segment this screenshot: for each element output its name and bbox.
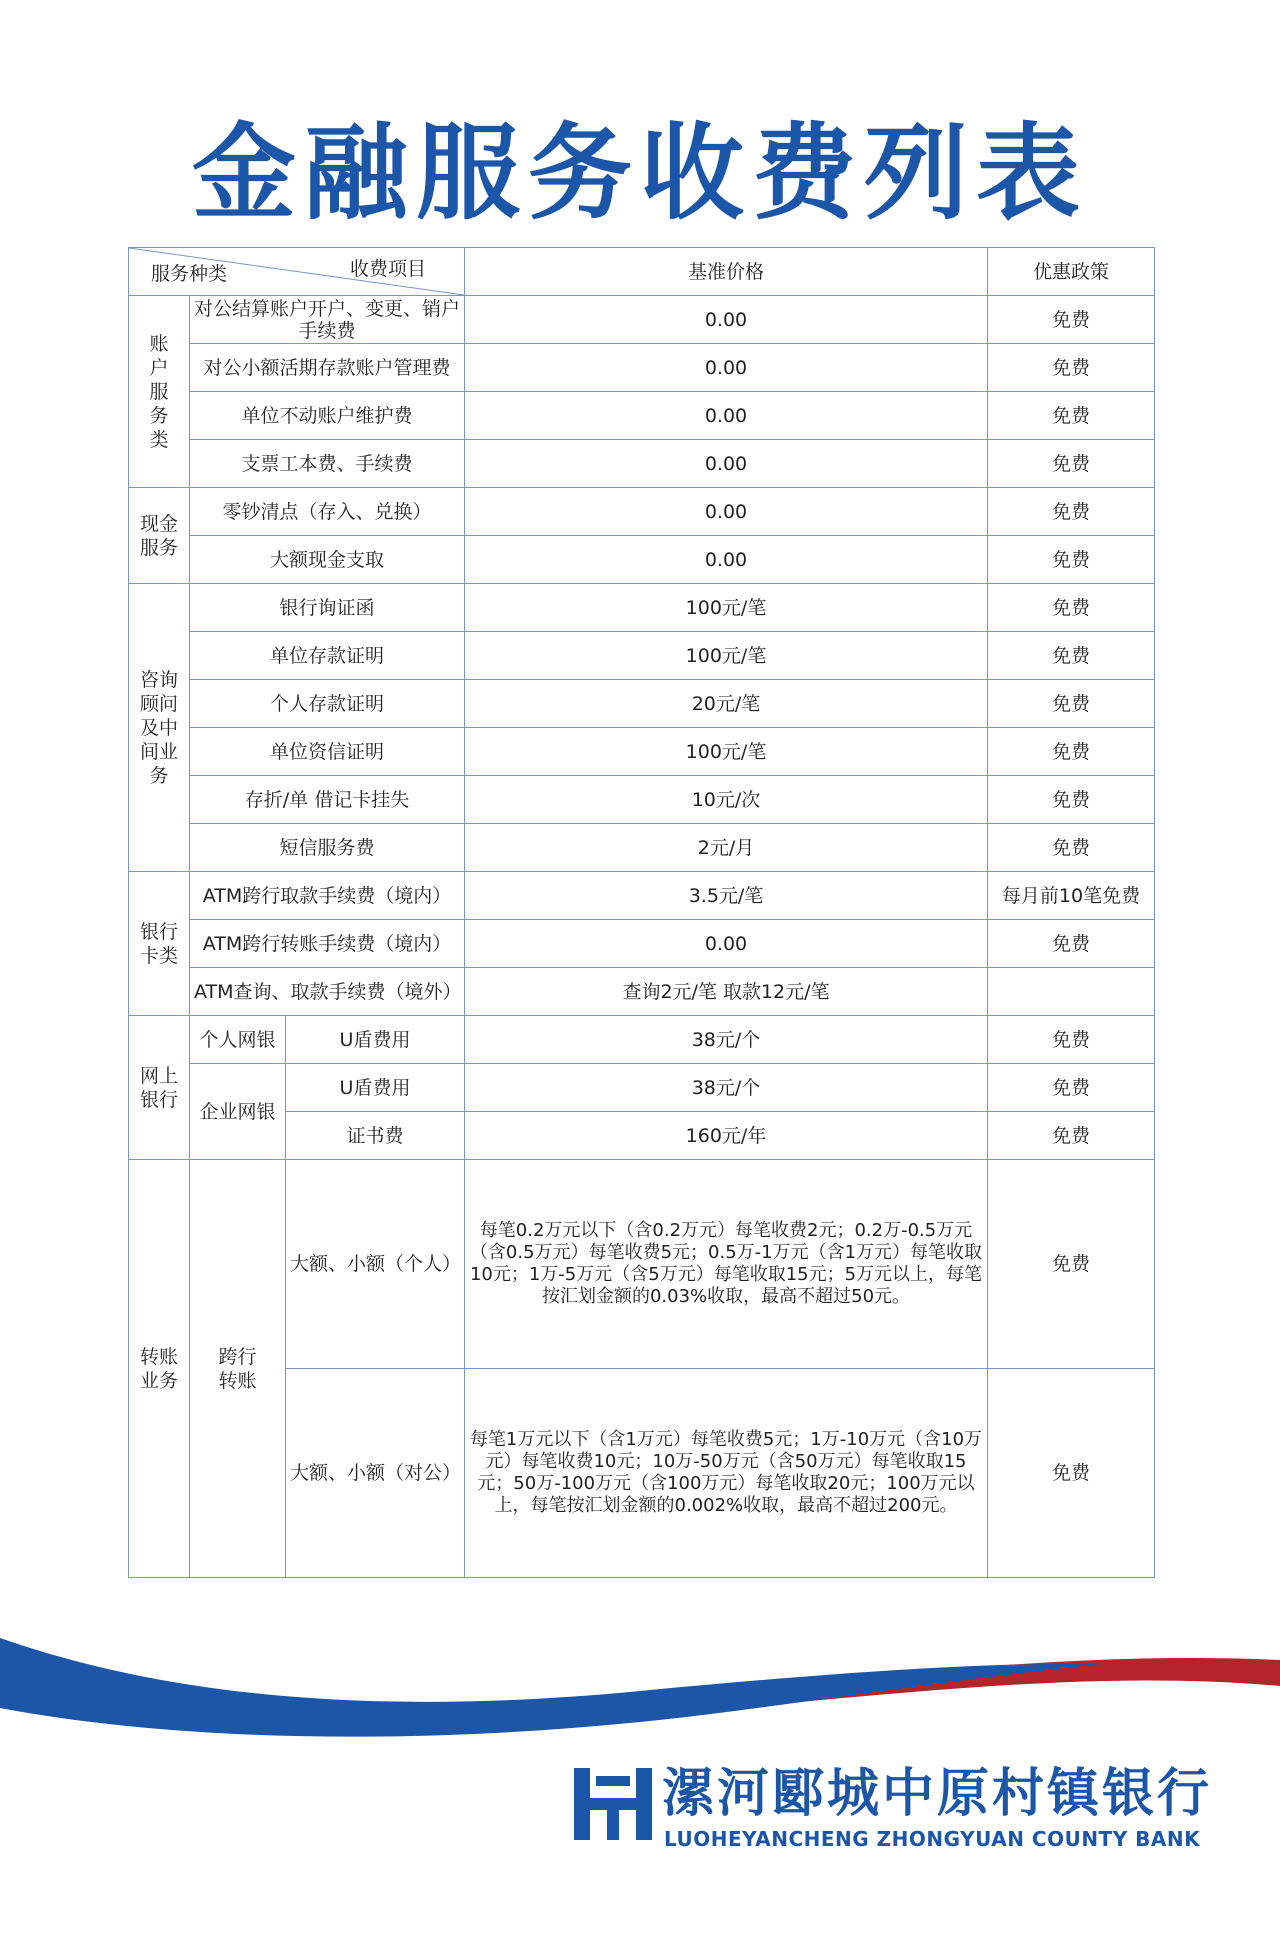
- fee-price: 160元/年: [465, 1112, 988, 1160]
- fee-item: 个人存款证明: [190, 680, 465, 728]
- table-row: [129, 1064, 1155, 1112]
- header-fee-item: 收费项目: [349, 258, 426, 280]
- fee-price: 100元/笔: [465, 584, 988, 632]
- fee-item: 短信服务费: [190, 824, 465, 872]
- fee-policy: 免费: [988, 1112, 1155, 1160]
- fee-policy: 免费: [988, 1016, 1155, 1064]
- fee-policy: 免费: [988, 1064, 1155, 1112]
- fee-item: ATM跨行转账手续费（境内）: [190, 920, 465, 968]
- fee-policy: 免费: [988, 680, 1155, 728]
- fee-policy: 免费: [988, 536, 1155, 584]
- fee-price: 38元/个: [465, 1016, 988, 1064]
- fee-item: ATM跨行取款手续费（境内）: [190, 872, 465, 920]
- fee-policy: 免费: [988, 824, 1155, 872]
- fee-policy: 免费: [988, 440, 1155, 488]
- table-row: [129, 392, 1155, 440]
- fee-item: 支票工本费、手续费: [190, 440, 465, 488]
- group-transfer: 转账业务: [129, 1160, 190, 1578]
- table-row: [129, 584, 1155, 632]
- table-header-row: [129, 248, 1155, 296]
- table-row: [129, 776, 1155, 824]
- table-row: [129, 968, 1155, 1016]
- fee-item: 单位资信证明: [190, 728, 465, 776]
- fee-policy: 免费: [988, 1160, 1155, 1369]
- fee-item: 证书费: [286, 1112, 465, 1160]
- group-account: 账户服务类: [129, 296, 190, 488]
- group-cash: 现金服务: [129, 488, 190, 584]
- bank-name-cn: 漯河郾城中原村镇银行: [662, 1764, 1213, 1824]
- table-row: [129, 824, 1155, 872]
- header-base-price: 基准价格: [465, 248, 988, 296]
- group-card: 银行卡类: [129, 872, 190, 1016]
- fee-policy: 免费: [988, 488, 1155, 536]
- fee-item: 零钞清点（存入、兑换）: [190, 488, 465, 536]
- corner-header-cell: [129, 248, 465, 296]
- header-policy: 优惠政策: [988, 248, 1155, 296]
- fee-price: 10元/次: [465, 776, 988, 824]
- fee-item: 大额现金支取: [190, 536, 465, 584]
- decorative-swoosh: [0, 1590, 1280, 1760]
- fee-item: ATM查询、取款手续费（境外）: [190, 968, 465, 1016]
- fee-policy: [988, 968, 1155, 1016]
- fee-policy: 免费: [988, 728, 1155, 776]
- table-row: [129, 536, 1155, 584]
- fee-item: U盾费用: [286, 1016, 465, 1064]
- fee-policy: 免费: [988, 776, 1155, 824]
- fee-price: 每笔0.2万元以下（含0.2万元）每笔收费2元；0.2万-0.5万元（含0.5万元）每笔收费5元；0.5万-1万元（含1万元）每笔收取10元；1万-5万元（含5万元）每笔收取15元；5万元以上，每笔按汇划金额的0.03%收取，最高不超过50元。: [465, 1160, 988, 1369]
- fee-policy: 免费: [988, 296, 1155, 344]
- table-row: [129, 440, 1155, 488]
- table-row: [129, 1160, 1155, 1369]
- table-row: [129, 344, 1155, 392]
- fee-price: 2元/月: [465, 824, 988, 872]
- bank-name-en: LUOHEYANCHENG ZHONGYUAN COUNTY BANK: [664, 1827, 1201, 1851]
- fee-price: 0.00: [465, 296, 988, 344]
- fee-item: U盾费用: [286, 1064, 465, 1112]
- table-row: [129, 920, 1155, 968]
- online-enterprise: 企业网银: [190, 1064, 286, 1160]
- transfer-interbank: 跨行转账: [190, 1160, 286, 1578]
- fee-policy: 免费: [988, 392, 1155, 440]
- fee-policy: 免费: [988, 584, 1155, 632]
- fee-policy: 免费: [988, 344, 1155, 392]
- fee-policy: 免费: [988, 920, 1155, 968]
- fee-price: 查询2元/笔 取款12元/笔: [465, 968, 988, 1016]
- header-service-type: 服务种类: [151, 263, 228, 285]
- fee-price: 100元/笔: [465, 632, 988, 680]
- fee-item: 大额、小额（对公）: [286, 1369, 465, 1578]
- fee-item: 单位不动账户维护费: [190, 392, 465, 440]
- fee-policy: 免费: [988, 632, 1155, 680]
- fee-price: 3.5元/笔: [465, 872, 988, 920]
- bank-logo-icon: [574, 1768, 652, 1840]
- table-row: [129, 632, 1155, 680]
- fee-price: 20元/笔: [465, 680, 988, 728]
- fee-price: 0.00: [465, 920, 988, 968]
- fee-policy: 免费: [988, 1369, 1155, 1578]
- table-row: [129, 296, 1155, 344]
- fee-price: 38元/个: [465, 1064, 988, 1112]
- fee-item: 对公结算账户开户、变更、销户手续费: [190, 296, 465, 344]
- fee-item: 对公小额活期存款账户管理费: [190, 344, 465, 392]
- fee-table: [128, 247, 1155, 1578]
- fee-price: 0.00: [465, 440, 988, 488]
- fee-item: 存折/单 借记卡挂失: [190, 776, 465, 824]
- table-row: [129, 1016, 1155, 1064]
- group-consult: 咨询顾问及中间业务: [129, 584, 190, 872]
- fee-price: 100元/笔: [465, 728, 988, 776]
- table-row: [129, 728, 1155, 776]
- table-row: [129, 872, 1155, 920]
- group-online: 网上银行: [129, 1016, 190, 1160]
- online-personal: 个人网银: [190, 1016, 286, 1064]
- fee-price: 0.00: [465, 392, 988, 440]
- fee-policy: 每月前10笔免费: [988, 872, 1155, 920]
- table-row: [129, 488, 1155, 536]
- fee-item: 大额、小额（个人）: [286, 1160, 465, 1369]
- table-row: [129, 680, 1155, 728]
- fee-price: 0.00: [465, 488, 988, 536]
- page-title: 金融服务收费列表: [191, 112, 1088, 234]
- fee-price: 0.00: [465, 344, 988, 392]
- fee-price: 0.00: [465, 536, 988, 584]
- fee-item: 银行询证函: [190, 584, 465, 632]
- fee-price: 每笔1万元以下（含1万元）每笔收费5元；1万-10万元（含10万元）每笔收费10元；10万-50万元（含50万元）每笔收取15元；50万-100万元（含100万元）每笔收取20元；100万元以上，每笔按汇划金额的0.002%收取，最高不超过200元。: [465, 1369, 988, 1578]
- fee-item: 单位存款证明: [190, 632, 465, 680]
